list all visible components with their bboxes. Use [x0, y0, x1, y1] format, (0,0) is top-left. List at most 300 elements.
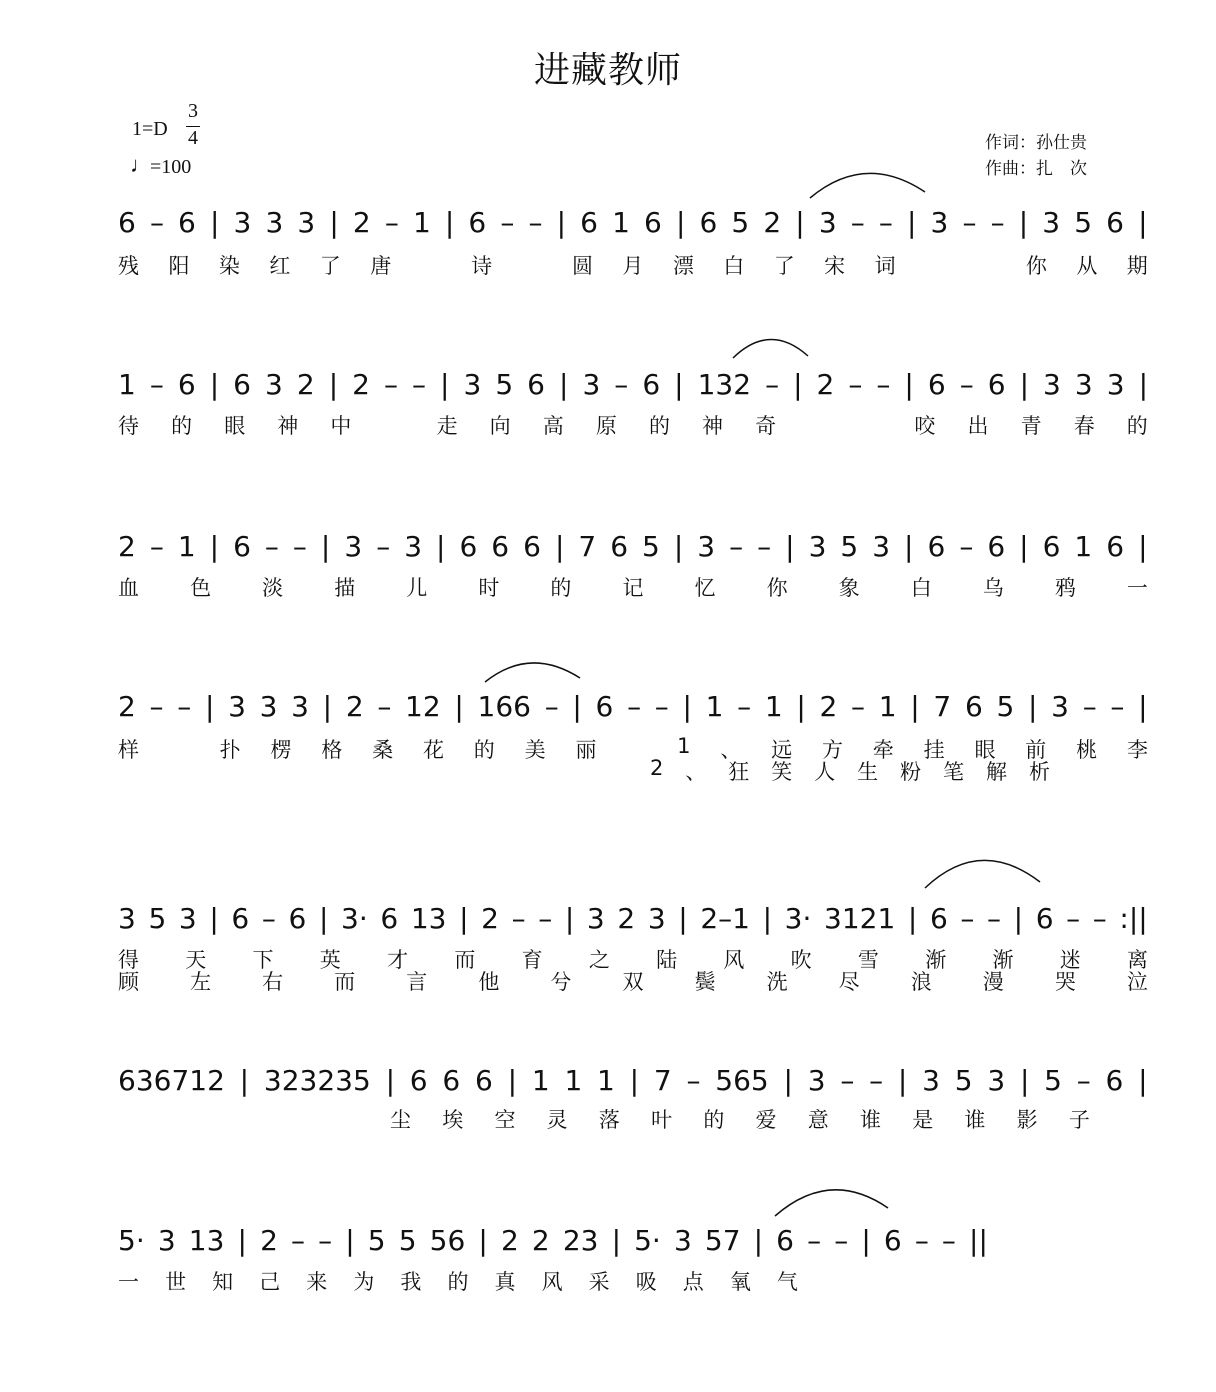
note: 1 [118, 367, 136, 401]
lyric-char: 渐 [992, 948, 1014, 972]
note: 166 [477, 689, 531, 723]
note: 6 [1106, 205, 1124, 239]
note: 12 [405, 689, 441, 723]
note: – [765, 367, 780, 401]
quarter-note-icon: ♩ [130, 152, 152, 177]
note: – [987, 901, 1002, 935]
note: – [834, 1223, 849, 1257]
note: 5 [367, 1223, 386, 1257]
composer-credit: 作曲：扎 次 [985, 159, 1087, 179]
barline: | [1138, 367, 1148, 401]
barline: | [673, 529, 684, 563]
note: 3 [987, 1063, 1006, 1097]
barline: | [204, 689, 215, 723]
note: – [177, 689, 192, 723]
lyric-char: 离 [1126, 948, 1148, 972]
lyric-char: 丽 [575, 738, 597, 762]
lyric-char: 笔 [943, 760, 965, 784]
note: 6 [580, 205, 598, 239]
lyric-char: 白 [910, 576, 932, 600]
note: 1 [878, 689, 897, 723]
note: 3 [673, 1223, 692, 1257]
note: – [990, 205, 1005, 239]
note: 6 [231, 901, 250, 935]
barline: | [861, 1223, 871, 1257]
lyric-char: 生 [857, 760, 879, 784]
note: 2 [352, 205, 371, 239]
note: – [869, 1063, 884, 1097]
lyric-line-7 [118, 1266, 798, 1296]
barline: | [454, 689, 464, 723]
lyric-char: 样 [118, 738, 139, 762]
note: – [292, 529, 307, 563]
lyric-char: 谁 [964, 1108, 986, 1132]
lyric-char: 月 [622, 254, 644, 278]
note: 6 [883, 1223, 902, 1257]
note: 5· [634, 1223, 661, 1257]
note: – [149, 367, 164, 401]
barline: | [682, 689, 692, 723]
lyric-char: 尘 [390, 1108, 411, 1132]
lyric-line-6 [390, 1104, 1090, 1134]
note: 3 [808, 529, 827, 563]
note: 1 [564, 1063, 583, 1097]
note: 1 [177, 529, 196, 563]
lyric-char: 花 [422, 738, 444, 762]
note: 6 [610, 529, 629, 563]
note: 5 [1044, 1063, 1062, 1097]
lyric-char: 气 [776, 1270, 798, 1294]
note: 6 [929, 901, 948, 935]
notation-line-7 [118, 1220, 988, 1260]
note: 3 [259, 689, 278, 723]
lyric-char: 知 [212, 1270, 234, 1294]
note: 7 [578, 529, 597, 563]
lyric-char: 白 [723, 254, 745, 278]
key-signature: 1=D [132, 118, 168, 140]
lyric-char: 而 [334, 970, 356, 994]
note: – [318, 1223, 333, 1257]
barline: | [444, 205, 455, 239]
lyric-char: 时 [478, 576, 500, 600]
note: 565 [715, 1063, 769, 1097]
lyric-char: 天 [185, 948, 207, 972]
lyric-char: 他 [478, 970, 500, 994]
note: – [528, 205, 543, 239]
lyric-line-4b [650, 756, 1050, 786]
barline: | [678, 901, 688, 935]
notation-line-1 [118, 202, 1148, 242]
lyric-char: 美 [524, 738, 546, 762]
tempo-marking: =100 [150, 156, 192, 178]
lyric-char: 宋 [824, 254, 846, 278]
lyric-char: 渐 [925, 948, 947, 972]
note: – [614, 367, 629, 401]
note: 57 [704, 1223, 741, 1257]
lyric-char: 洗 [766, 970, 788, 994]
note: 6 [927, 529, 946, 563]
lyric-char: 你 [766, 576, 788, 600]
lyric-char: 眼 [974, 738, 996, 762]
barline: | [910, 689, 920, 723]
note: 2 [481, 901, 499, 935]
barline: | [556, 205, 567, 239]
note: 13 [188, 1223, 225, 1257]
lyric-char: 迷 [1059, 948, 1081, 972]
note: 636712 [118, 1063, 225, 1097]
note: 1 [412, 205, 431, 239]
note: 6 [459, 529, 478, 563]
barline: || [969, 1223, 988, 1257]
lyric-char: 神 [702, 414, 724, 438]
note: 3· [341, 901, 368, 935]
lyric-char: 忆 [694, 576, 716, 600]
lyric-char: 血 [118, 576, 139, 600]
note: 6 [927, 367, 946, 401]
lyric-char: 笑 [771, 760, 793, 784]
lyric-char: 出 [967, 414, 989, 438]
lyric-char: 眼 [224, 414, 246, 438]
note: – [149, 529, 164, 563]
note: – [959, 529, 974, 563]
lyric-char: 鸦 [1054, 576, 1076, 600]
slur-mark [920, 848, 1050, 892]
lyric-char: 的 [550, 576, 572, 600]
note: 2 [345, 689, 364, 723]
note: – [1092, 901, 1107, 935]
lyric-char: 的 [473, 738, 495, 762]
lyric-char: 格 [321, 738, 343, 762]
time-signature-bottom: 4 [188, 127, 198, 149]
barline: | [322, 689, 333, 723]
note: 6 [491, 529, 510, 563]
slur-mark [770, 1178, 900, 1222]
barline: | [785, 529, 795, 563]
note: 6 [642, 367, 661, 401]
lyric-char: 色 [190, 576, 212, 600]
barline: | [1013, 901, 1024, 935]
note: – [1066, 901, 1081, 935]
barline: | [1028, 689, 1038, 723]
barline: | [1019, 367, 1030, 401]
time-signature-top: 3 [188, 100, 198, 122]
note: – [914, 1223, 929, 1257]
note: 3 [233, 205, 252, 239]
lyric-char: 神 [277, 414, 299, 438]
notation-line-5 [118, 898, 1148, 938]
note: – [1076, 1063, 1091, 1097]
lyric-char: 、 [720, 738, 742, 762]
lyric-char: 奇 [755, 414, 777, 438]
lyric-char: 才 [387, 948, 409, 972]
lyric-char: 落 [598, 1108, 620, 1132]
barline: | [345, 1223, 355, 1257]
lyric-line-2 [118, 410, 1148, 440]
note: – [878, 205, 893, 239]
note: – [686, 1063, 701, 1097]
lyric-char: 英 [319, 948, 341, 972]
lyric-line-1 [118, 250, 1148, 280]
barline: | [209, 205, 220, 239]
lyric-char: 世 [165, 1270, 187, 1294]
note: 6 [987, 529, 1006, 563]
lyric-char: 陆 [656, 948, 678, 972]
lyric-char: 子 [1068, 1108, 1090, 1132]
lyric-char [861, 410, 882, 440]
lyric-char: 扑 [219, 738, 241, 762]
note: 3 [582, 367, 601, 401]
slur-mark [805, 162, 935, 202]
note: 6 [118, 205, 136, 239]
lyric-char: 氧 [729, 1270, 751, 1294]
lyric-char: 风 [541, 1270, 563, 1294]
lyric-char: 走 [436, 414, 458, 438]
note: 2 [531, 1223, 550, 1257]
lyric-char: 尽 [838, 970, 860, 994]
note: 6 [964, 689, 983, 723]
note: 1 [705, 689, 724, 723]
note: 6 [178, 205, 196, 239]
lyric-char: 期 [1126, 254, 1148, 278]
note: 3 [930, 205, 949, 239]
note: 1 [1074, 529, 1093, 563]
lyric-char: 漫 [982, 970, 1004, 994]
barline: :|| [1119, 901, 1148, 935]
note: 2 [352, 367, 370, 401]
note: – [412, 367, 426, 401]
note: 3 [178, 901, 197, 935]
lyric-char: 向 [489, 414, 511, 438]
note: 6 [442, 1063, 461, 1097]
barline: | [762, 901, 773, 935]
lyric-char: 待 [118, 414, 139, 438]
barline: | [564, 901, 575, 935]
lyric-char: 左 [190, 970, 212, 994]
note: 3 [297, 205, 316, 239]
lyric-char: 的 [171, 414, 193, 438]
lyric-char: 言 [406, 970, 428, 994]
note: 7 [653, 1063, 672, 1097]
lyric-char [626, 734, 647, 764]
note: – [654, 689, 669, 723]
lyric-char: 桑 [372, 738, 394, 762]
note: 5 [398, 1223, 417, 1257]
lyric-char: 描 [334, 576, 356, 600]
note: 2 [260, 1223, 278, 1257]
note: 6 [177, 367, 196, 401]
note: – [149, 205, 164, 239]
note: 2 [118, 689, 136, 723]
note: 6 [409, 1063, 428, 1097]
barline: | [907, 901, 918, 935]
note: – [384, 205, 399, 239]
barline: | [1019, 1063, 1030, 1097]
barline: | [572, 689, 582, 723]
lyric-char: 中 [330, 414, 352, 438]
lyric-char [925, 250, 946, 280]
barline: | [1018, 205, 1029, 239]
note: – [737, 689, 752, 723]
lyric-char: 来 [306, 1270, 328, 1294]
note: – [291, 1223, 305, 1257]
lyric-char: 泣 [1126, 970, 1148, 994]
note: – [149, 689, 164, 723]
note: 3 [1042, 205, 1061, 239]
lyric-char: 染 [218, 254, 240, 278]
lyric-char: 叶 [651, 1108, 673, 1132]
lyric-char: 前 [1025, 738, 1047, 762]
note: 6 [699, 205, 718, 239]
barline: | [1138, 529, 1148, 563]
barline: | [783, 1063, 793, 1097]
barline: | [237, 1223, 247, 1257]
lyric-char: 桃 [1076, 738, 1098, 762]
lyric-char: 人 [814, 760, 836, 784]
barline: | [478, 1223, 488, 1257]
note: 3 [1106, 367, 1125, 401]
lyric-char [808, 410, 829, 440]
note: – [376, 529, 391, 563]
note: 3 [1051, 689, 1069, 723]
lyric-char: 之 [588, 948, 610, 972]
lyric-char: 唐 [370, 254, 392, 278]
note: – [941, 1223, 956, 1257]
note: – [261, 901, 276, 935]
lyric-char: 原 [595, 414, 617, 438]
note: – [848, 367, 863, 401]
note: 2 [296, 367, 315, 401]
lyric-char: 1 [677, 734, 691, 758]
lyric-char: 春 [1073, 414, 1095, 438]
note: 2 [816, 367, 835, 401]
note: 2 [617, 901, 636, 935]
note: 6 [233, 529, 251, 563]
note: 3 [922, 1063, 940, 1097]
lyricist-credit: 作词：孙仕贵 [985, 133, 1087, 153]
lyric-char: 了 [773, 254, 795, 278]
slur-mark [480, 652, 590, 688]
note: 3 [265, 367, 283, 401]
lyric-char: 圆 [571, 254, 593, 278]
lyric-char: 风 [723, 948, 745, 972]
lyric-char: 鬓 [694, 970, 716, 994]
note: – [544, 689, 559, 723]
note: 3 [1074, 367, 1093, 401]
note: 2 [763, 205, 782, 239]
lyric-char: 吸 [635, 1270, 657, 1294]
lyric-line-5b [118, 966, 1148, 996]
note: 3 [291, 689, 309, 723]
slur-mark [728, 328, 818, 364]
lyric-char [383, 410, 404, 440]
note: – [627, 689, 642, 723]
note: 2–1 [700, 901, 750, 935]
barline: | [209, 529, 220, 563]
barline: | [554, 529, 565, 563]
lyric-char: 青 [1020, 414, 1042, 438]
lyric-char: 的 [648, 414, 670, 438]
note: – [383, 367, 398, 401]
lyric-char: 儿 [406, 576, 428, 600]
lyric-char: 下 [252, 948, 274, 972]
note: 6 [475, 1063, 493, 1097]
barline: | [459, 901, 469, 935]
lyric-char: 乌 [982, 576, 1004, 600]
note: 5 [642, 529, 660, 563]
lyric-char: 顾 [118, 970, 139, 994]
note: – [850, 205, 865, 239]
note: 56 [429, 1223, 466, 1257]
lyric-char: 李 [1126, 738, 1148, 762]
note: 5 [954, 1063, 973, 1097]
lyric-char: 的 [1126, 414, 1148, 438]
note: 132 [697, 367, 752, 401]
note: 5 [495, 367, 514, 401]
barline: | [209, 367, 220, 401]
note: 1 [764, 689, 783, 723]
lyric-char: 空 [494, 1108, 516, 1132]
note: 1 [597, 1063, 615, 1097]
note: 6 [527, 367, 545, 401]
note: 6 [595, 689, 614, 723]
notation-line-6 [118, 1060, 1148, 1100]
lyric-char: 淡 [262, 576, 284, 600]
note: – [959, 367, 974, 401]
barline: | [436, 529, 446, 563]
barline: | [753, 1223, 764, 1257]
note: 3 [344, 529, 363, 563]
note: 6 [380, 901, 399, 935]
lyric-char: 得 [118, 948, 139, 972]
note: 3 [647, 901, 666, 935]
barline: | [629, 1063, 640, 1097]
lyric-char: 双 [622, 970, 644, 994]
lyric-char: 楞 [270, 738, 292, 762]
lyric-char: 哭 [1054, 970, 1076, 994]
notation-line-2 [118, 364, 1148, 404]
note: 3 [1043, 367, 1061, 401]
lyric-char: 咬 [914, 414, 936, 438]
lyric-char: 高 [542, 414, 564, 438]
note: 3 [807, 1063, 826, 1097]
barline: | [507, 1063, 518, 1097]
lyric-char: 己 [259, 1270, 281, 1294]
note: – [851, 689, 866, 723]
note: 3 [697, 529, 716, 563]
lyric-char: 了 [319, 254, 341, 278]
notation-line-3 [118, 526, 1148, 566]
lyric-char: 牵 [872, 738, 894, 762]
note: 6 [644, 205, 662, 239]
lyric-char [169, 734, 190, 764]
note: 3 [118, 901, 136, 935]
lyric-char: 采 [588, 1270, 610, 1294]
note: 6 [1106, 529, 1125, 563]
barline: | [611, 1223, 621, 1257]
lyric-char: 浪 [910, 970, 932, 994]
barline: | [675, 205, 686, 239]
note: – [264, 529, 279, 563]
lyric-char: 阳 [168, 254, 190, 278]
note: – [962, 205, 977, 239]
note: 6 [468, 205, 487, 239]
lyric-char: 粉 [900, 760, 922, 784]
note: – [960, 901, 975, 935]
lyric-char: 点 [682, 1270, 704, 1294]
note: 3 [404, 529, 423, 563]
lyric-char: 2 [650, 756, 664, 780]
lyric-char: 真 [494, 1270, 516, 1294]
